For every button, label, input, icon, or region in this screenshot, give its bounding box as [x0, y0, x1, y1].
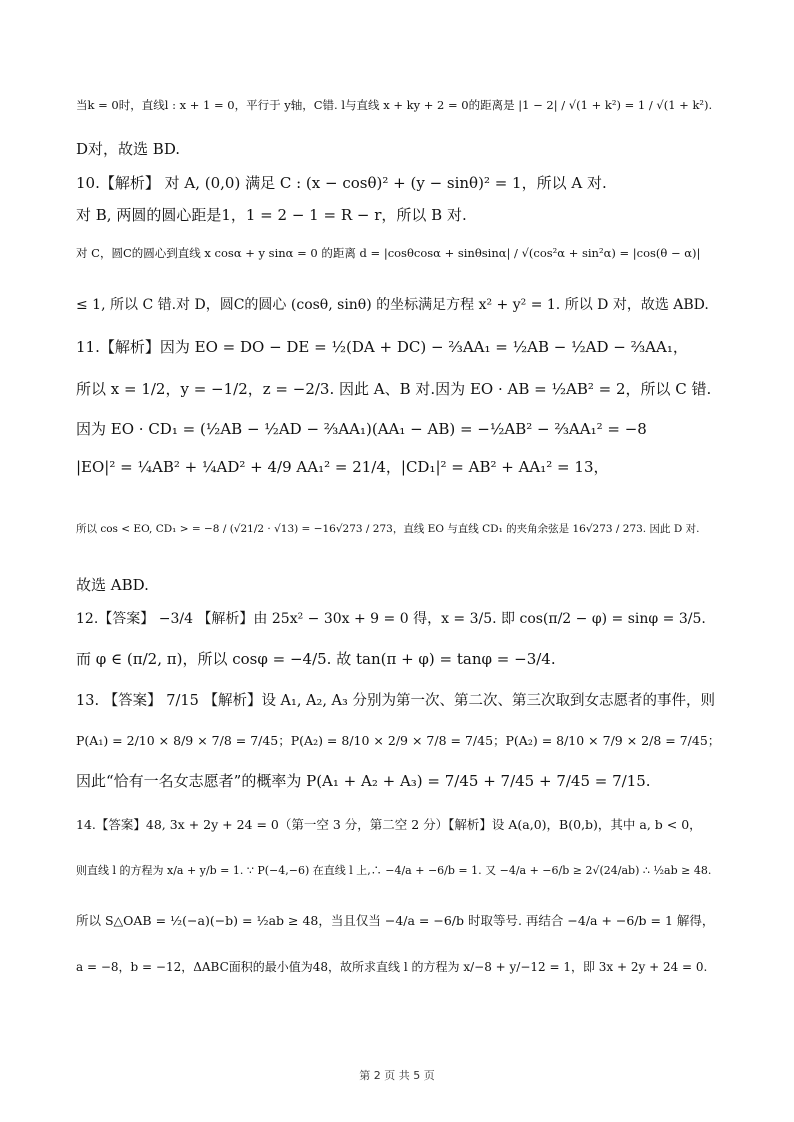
text-line-7: 11.【解析】因为 EO = DO − DE = ½(DA + DC) − ⅔AA₁ = ½AB − ½AD − ⅔AA₁， — [76, 338, 688, 356]
text-line-14: 而 φ ∈ (π/2, π)，所以 cosφ = −4/5. 故 tan(π + φ) = tanφ = −3/4. — [76, 650, 556, 668]
text-line-3: 10.【解析】 对 A, (0,0) 满足 C : (x − cosθ)² + (y − sinθ)² = 1，所以 A 对. — [76, 174, 607, 192]
text-line-20: 所以 S△OAB = ½(−a)(−b) = ½ab ≥ 48，当且仅当 −4/a = −6/b 时取等号. 再结合 −4/a + −6/b = 1 解得， — [76, 913, 715, 928]
text-line-10: |EO|² = ¼AB² + ¼AD² + 4/9 AA₁² = 21/4，|CD₁|² = AB² + AA₁² = 13， — [76, 458, 609, 476]
text-line-18: 14.【答案】48, 3x + 2y + 24 = 0（第一空 3 分，第二空 2 分）【解析】设 A(a,0)，B(0,b)，其中 a, b < 0， — [76, 817, 702, 832]
text-line-5: 对 C，圆C的圆心到直线 x cosα + y sinα = 0 的距离 d = |cosθcosα + sinθsinα| / √(cos²α + sin²α) = |cos(θ − α)| — [76, 246, 701, 260]
text-line-6: ≤ 1, 所以 C 错.对 D，圆C的圆心 (cosθ, sinθ) 的坐标满足方程 x² + y² = 1. 所以 D 对，故选 ABD. — [76, 297, 709, 313]
text-line-15: 13. 【答案】 7/15 【解析】设 A₁, A₂, A₃ 分别为第一次、第二次、第三次取到女志愿者的事件，则 — [76, 693, 715, 709]
page-footer: 第 2 页 共 5 页 — [359, 1069, 435, 1082]
text-line-2: D对，故选 BD. — [76, 140, 181, 158]
text-line-4: 对 B, 两圆的圆心距是1，1 = 2 − 1 = R − r，所以 B 对. — [76, 206, 467, 224]
text-line-1: 当k = 0时，直线l : x + 1 = 0，平行于 y轴，C错. l与直线 x + ky + 2 = 0的距离是 |1 − 2| / √(1 + k²) = 1 / √(1 + k²). — [76, 98, 713, 112]
text-line-19: 则直线 l 的方程为 x/a + y/b = 1. ∵ P(−4,−6) 在直线 l 上,∴ −4/a + −6/b = 1. 又 −4/a + −6/b ≥ 2√(24/ab) ∴ ½ab ≥ 48. — [76, 864, 712, 877]
text-line-9: 因为 EO · CD₁ = (½AB − ½AD − ⅔AA₁)(AA₁ − AB) = −½AB² − ⅔AA₁² = −8 — [76, 420, 647, 438]
text-line-8: 所以 x = 1/2，y = −1/2，z = −2/3. 因此 A、B 对.因为 EO · AB = ½AB² = 2，所以 C 错. — [76, 380, 712, 398]
text-line-16: P(A₁) = 2/10 × 8/9 × 7/8 = 7/45；P(A₂) = 8/10 × 2/9 × 7/8 = 7/45；P(A₂) = 8/10 × 7/9 × 2/8 = 7/45； — [76, 733, 721, 748]
text-line-13: 12.【答案】 −3/4 【解析】由 25x² − 30x + 9 = 0 得，x = 3/5. 即 cos(π/2 − φ) = sinφ = 3/5. — [76, 611, 706, 627]
text-line-21: a = −8，b = −12，ΔABC面积的最小值为48，故所求直线 l 的方程为 x/−8 + y/−12 = 1，即 3x + 2y + 24 = 0. — [76, 960, 708, 974]
text-line-11: 所以 cos < EO, CD₁ > = −8 / (√21/2 · √13) = −16√273 / 273，直线 EO 与直线 CD₁ 的夹角余弦是 16√273 / 273. 因此 D 对. — [76, 523, 700, 535]
text-line-17: 因此“恰有一名女志愿者”的概率为 P(A₁ + A₂ + A₃) = 7/45 + 7/45 + 7/45 = 7/15. — [76, 772, 651, 790]
text-line-12: 故选 ABD. — [76, 576, 149, 594]
